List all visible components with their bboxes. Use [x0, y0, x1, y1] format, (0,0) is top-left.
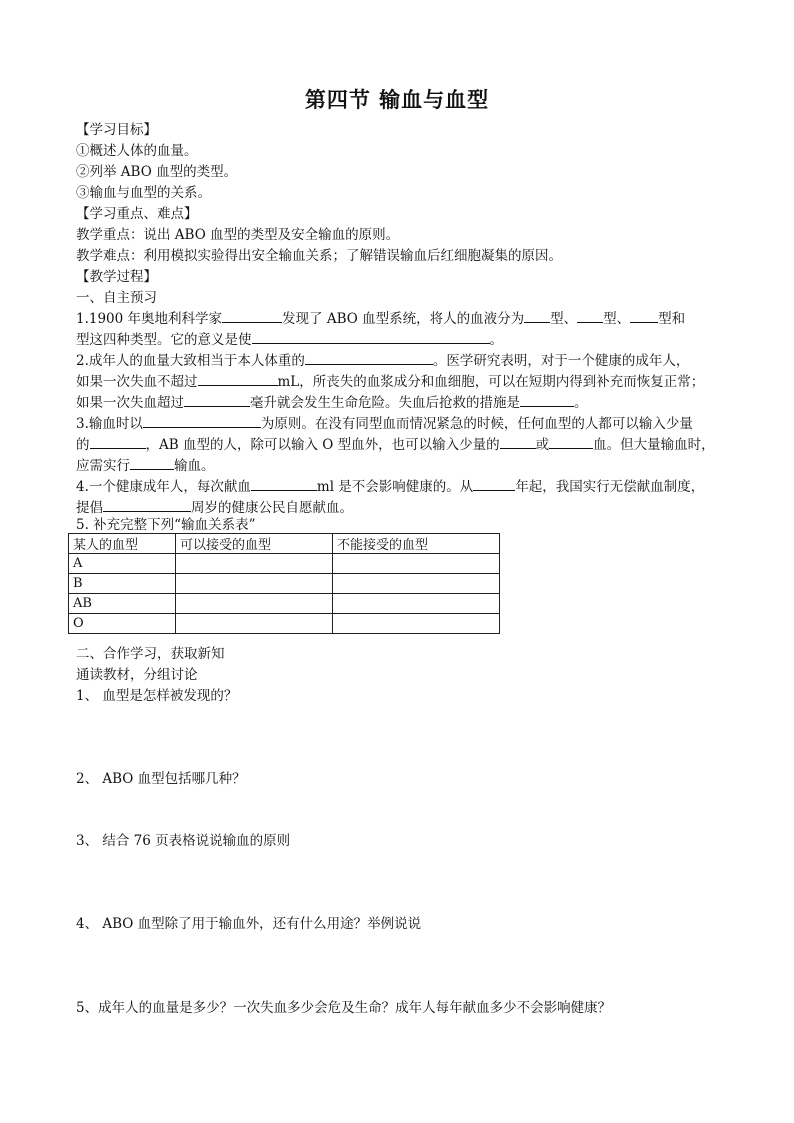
acceptable-cell[interactable]	[176, 614, 333, 634]
table-row	[69, 594, 500, 614]
table-row	[69, 554, 500, 574]
table-row	[69, 614, 500, 634]
discussion-question-1: 1、 血型是怎样被发现的？	[76, 688, 238, 704]
objective-3: ③输血与血型的关系。	[76, 185, 211, 201]
discussion-question-4: 4、 ABO 血型除了用于输血外，还有什么用途？举例说说	[76, 916, 422, 932]
objective-1: ①概述人体的血量。	[76, 143, 198, 159]
blank-year[interactable]	[473, 477, 515, 491]
blood-type-cell: A	[69, 554, 176, 574]
blank-ab-option-2[interactable]	[549, 435, 593, 449]
discussion-question-5: 5、成年人的血量是多少？一次失血多少会危及生命？成年人每年献血多少不会影响健康？	[76, 1000, 612, 1016]
blank-scientist[interactable]	[222, 309, 282, 323]
table-header: 不能接受的血型	[333, 534, 500, 554]
question-4-line-1: 4.一个健康成年人，每次献血 ml 是不会影响健康的。从 年起，我国实行无偿献血制度，	[76, 479, 705, 495]
blank-principle[interactable]	[143, 414, 261, 428]
unacceptable-cell[interactable]	[333, 594, 500, 614]
table-row	[69, 574, 500, 594]
section2-heading: 二、合作学习，获取新知	[76, 646, 225, 662]
question-1-line-1: 1.1900 年奥地利科学家 发现了 ABO 血型系统，将人的血液分为 型、 型、 型和	[76, 311, 686, 327]
key-points-heading: 【学习重点、难点】	[76, 206, 198, 222]
blood-type-cell: O	[69, 614, 176, 634]
objectives-heading: 【学习目标】	[76, 122, 157, 138]
blank-donation-amount[interactable]	[251, 477, 317, 491]
blank-type-2[interactable]	[577, 309, 603, 323]
page-title: 第四节 输血与血型	[304, 87, 490, 112]
transfusion-table	[68, 533, 500, 634]
acceptable-cell[interactable]	[176, 574, 333, 594]
question-2-line-1: 2.成年人的血量大致相当于本人体重的 。医学研究表明，对于一个健康的成年人，	[76, 353, 690, 369]
blank-type-1[interactable]	[524, 309, 550, 323]
question-3-line-2: 的 ，AB 血型的人，除可以输入 O 型血外，也可以输入少量的 或 血。但大量输血时，	[76, 437, 715, 453]
unacceptable-cell[interactable]	[333, 574, 500, 594]
table-header: 某人的血型	[69, 534, 176, 554]
unacceptable-cell[interactable]	[333, 554, 500, 574]
question-3-line-3: 应需实行 输血。	[76, 458, 215, 474]
blood-type-cell: AB	[69, 594, 176, 614]
table-header-row	[69, 534, 500, 554]
question-2-line-3: 如果一次失血超过 毫升就会发生生命危险。失血后抢救的措施是 。	[76, 395, 588, 411]
objective-2: ②列举 ABO 血型的类型。	[76, 164, 238, 180]
process-heading: 【教学过程】	[76, 269, 157, 285]
blank-safe-loss[interactable]	[198, 372, 278, 386]
question-3-line-1: 3.输血时以 为原则。在没有同型血而情况紧急的时候，任何血型的人都可以输入少量	[76, 416, 693, 432]
blank-transfusion-type[interactable]	[130, 456, 174, 470]
table-header: 可以接受的血型	[176, 534, 333, 554]
blank-rescue[interactable]	[520, 393, 574, 407]
blank-blood-volume[interactable]	[305, 351, 433, 365]
acceptable-cell[interactable]	[176, 594, 333, 614]
blood-type-cell: B	[69, 574, 176, 594]
section1-heading: 一、自主预习	[76, 290, 157, 306]
blank-significance[interactable]	[252, 330, 490, 344]
teaching-difficulty: 教学难点：利用模拟实验得出安全输血关系；了解错误输血后红细胞凝集的原因。	[76, 248, 562, 264]
discussion-question-3: 3、 结合 76 页表格说说输血的原则	[76, 833, 291, 849]
question-1-line-2: 型这四种类型。它的意义是使 。	[76, 332, 503, 348]
blank-danger-loss[interactable]	[184, 393, 250, 407]
unacceptable-cell[interactable]	[333, 614, 500, 634]
section2-intro: 通读教材，分组讨论	[76, 667, 198, 683]
blank-age-range[interactable]	[103, 498, 191, 512]
teaching-focus: 教学重点：说出 ABO 血型的类型及安全输血的原则。	[76, 227, 400, 243]
question-5: 5. 补充完整下列“输血关系表”	[76, 517, 256, 533]
blank-type-3[interactable]	[630, 309, 658, 323]
discussion-question-2: 2、 ABO 血型包括哪几种？	[76, 771, 246, 787]
blank-universal-donor[interactable]	[90, 435, 146, 449]
question-2-line-2: 如果一次失血不超过 mL，所丧失的血浆成分和血细胞，可以在短期内得到补充而恢复正常；	[76, 374, 705, 390]
acceptable-cell[interactable]	[176, 554, 333, 574]
blank-ab-option-1[interactable]	[500, 435, 536, 449]
question-4-line-2: 提倡 周岁的健康公民自愿献血。	[76, 500, 353, 516]
